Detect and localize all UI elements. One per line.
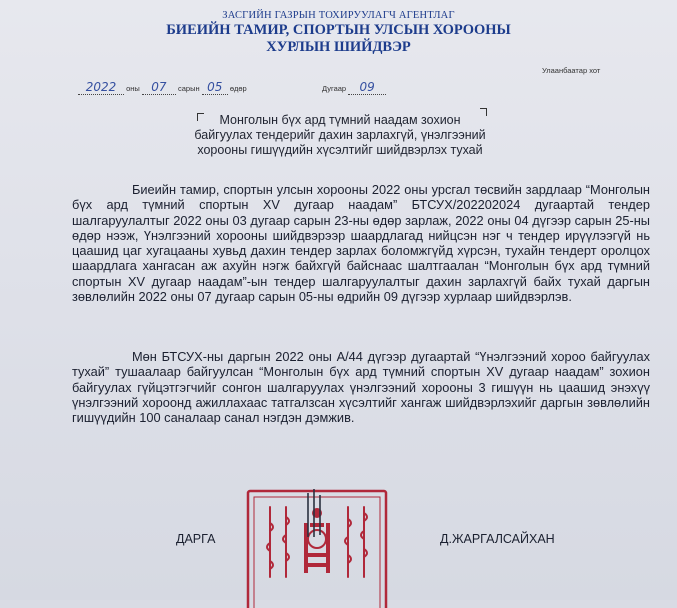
body-paragraph-1: Биеийн тамир, спортын улсын хорооны 2022 оны урсгал төсвийн зардлаар “Монголын бүх ард түмний спортын XV дугаар наадам” БТСУХ/202202024 дугаартай тендер шалгаруулалтыг 2022 оны 03 дугаар сарын 23-ны өдөр зарлаж, 2022 оны 04 дүгээр сарын 25-ны өдөр нээж, Үнэлгээний хорооны шийдвэрээр шаардлагад нийцсэн нэг ч тендер ирүүлээгүй нь цаашид цаг хугацааны хувьд дахин тендер зарлах боломжгүйд хүрсэн, тухайн тендерт оролцох шаардлага хангасан аж ахуйн нэгж байхгүй байснаас шалтгаалан “Монголын бүх ард түмний спортын XV дугаар наадам”-ын тендер шалгаруулалтыг дахин зарлахгүй байх тухай даргын зөвлөлийн 2022 оны 07 дугаар сарын 05-ны өдрийн 09 дүгээр хурлаар шийдвэрлэв. (72, 182, 650, 305)
date-month-label: сарын (178, 84, 200, 93)
document-heading (0, 22, 677, 56)
title-line-1: Монголын бүх ард түмний наадам зохион (219, 113, 461, 127)
number-field (322, 80, 386, 95)
title-line-3: хорооны гишүүдийн хүсэлтийг шийдвэрлэх тухай (197, 143, 483, 157)
signatory-position: ДАРГА (176, 532, 216, 546)
date-year-label: оны (126, 84, 140, 93)
body-paragraph-2: Мөн БТСУХ-ны даргын 2022 оны А/44 дүгээр дугаартай “Үнэлгээний хороо байгуулах тухай” тушаалаар байгуулсан “Монголын бүх ард түмний спортын XV дугаар наадам” зохион байгуулах гүйцэтгэгчийг сонгон шалгаруулах үнэлгээний хорооны 3 гишүүн нь цаашид энэхүү үнэлгээний хороонд ажиллахаас татгалзсан хүсэлтийг хангаж шийдвэрлэхийг даргын зөвлөлийн гишүүдийн 100 саналаар санал нэгдэн дэмжив. (72, 349, 650, 426)
document-number: 09 (348, 80, 386, 95)
signatory-name: Д.ЖАРГАЛСАЙХАН (440, 532, 555, 546)
date-year: 2022 (78, 80, 124, 95)
date-day: 05 (202, 80, 228, 95)
date-field (78, 80, 247, 95)
title-line-2: байгуулах тендерийг дахин зарлахгүй, үнэлгээний (194, 128, 486, 142)
committee-name: БИЕИЙН ТАМИР, СПОРТЫН УЛСЫН ХОРООНЫ (166, 22, 511, 38)
date-day-label: өдөр (229, 84, 247, 93)
official-seal (242, 483, 392, 608)
date-month: 07 (142, 80, 176, 95)
city-label: Улаанбаатар хот (542, 66, 601, 75)
number-label: Дугаар (322, 84, 347, 93)
agency-name: ЗАСГИЙН ГАЗРЫН ТОХИРУУЛАГЧ АГЕНТЛАГ (222, 10, 455, 21)
document-type: ХУРЛЫН ШИЙДВЭР (266, 39, 411, 55)
document-title (150, 113, 530, 158)
